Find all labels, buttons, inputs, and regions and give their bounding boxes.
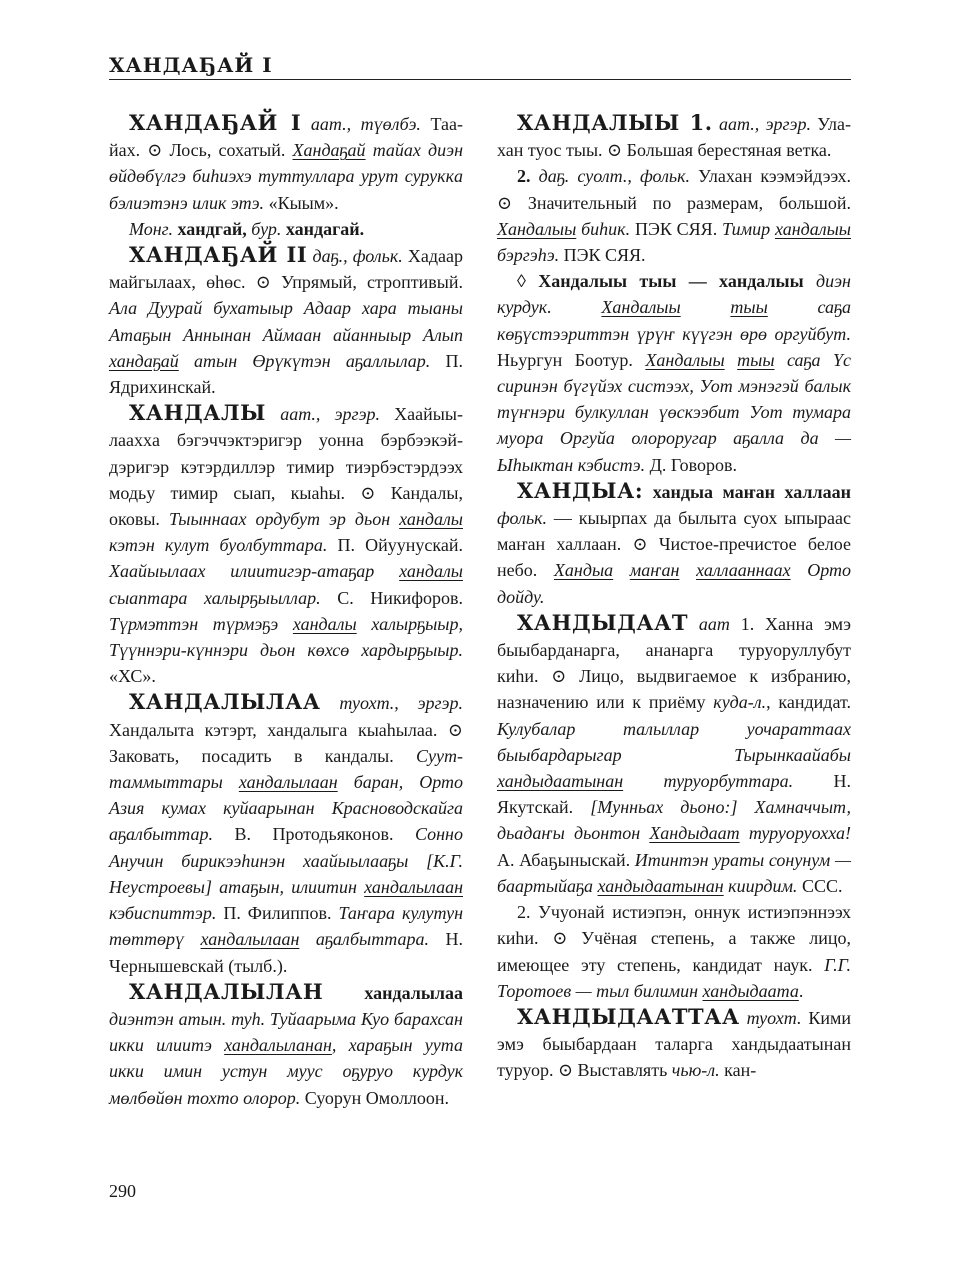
entry-text: хандыдаатынан — [497, 771, 624, 792]
entry-text: 2. Учуонай истиэпэн, оннук истиэпэннээх киһи. ⊙ Учёная степень, а также лицо, имеющее эту степень, кандидат наук. — [497, 902, 851, 975]
entry-text: аат., эргэр. — [712, 114, 811, 134]
entry-text — [613, 560, 630, 580]
entry-text: П. Филиппов. — [216, 903, 339, 924]
entry-text: туохт., эргэр. — [320, 693, 463, 714]
dictionary-sense — [497, 268, 851, 478]
entry-text: саҕа көҕүстээриттэн үрүҥ күүгэн өрө оргуйбут. — [497, 297, 852, 344]
dictionary-entry — [497, 110, 851, 163]
entry-text: аат., түөлбэ. — [301, 114, 421, 134]
entry-text: . — [798, 980, 804, 1001]
entry-text: Тыыннаах ордубут эр дьон — [168, 509, 400, 530]
entry-text: Ньургун Боотур. — [497, 349, 646, 370]
entry-text: Хандалыы — [645, 349, 725, 370]
entry-text: Улахан кээмэйдээх. ⊙ Значительный по размерам, большой. — [497, 166, 851, 213]
entry-text: Сууттаммыттары — [109, 745, 463, 793]
left-column — [109, 110, 463, 1111]
headword: ХАНДЫА: — [517, 477, 644, 503]
entry-text: хандыа маҥан халлаан — [643, 481, 851, 502]
entry-text: аат — [688, 613, 730, 634]
entry-text: Хадаар майгылаах, өһөс. ⊙ Упрямый, строптивый. — [109, 246, 463, 293]
headword: ХАНДАЛЫ — [129, 400, 267, 426]
entry-text: ССС. — [797, 875, 843, 896]
entry-text: хандалылаа — [323, 982, 463, 1003]
entry-text: Хаайыылаах илиитигэр-атаҕар — [109, 561, 400, 582]
entry-text: хандалы — [292, 613, 357, 634]
entry-text: тыы — [730, 297, 768, 318]
entry-text: ПЭК СЯЯ. — [630, 218, 723, 239]
entry-text: Суорун Омоллоон. — [300, 1087, 450, 1108]
entry-text — [725, 350, 737, 370]
entry-text: биһик. — [576, 218, 631, 239]
entry-text: саҕа Үс сиринэн бүгүйэх систээх, Уот мэнэгэй балык түҥнэри булкуллан үөскээбит Уот тумара муора Оргуйа олороругар аҕалла да — Ыһыктан кэбистэ. — [497, 349, 852, 475]
entry-text: , хараҕын уута икки имин устун муус оҕуруо курдук мөлбөйөн тохто олорор. — [109, 1035, 463, 1108]
entry-text: , кандидат. — [766, 692, 851, 713]
entry-text: халырҕыыр, Түүннэри-күннэри дьон көхсө хардырҕыыр. — [109, 613, 463, 661]
entry-text: 1. Ханна эмэ быыбарданарга, ананарга туруоруллубут киһи. ⊙ Лицо, выдвигаемое к избранию, назначению или к приёму — [497, 613, 851, 713]
entry-text — [679, 560, 696, 580]
entry-text: баран, Орто Азия кумах куйаарынан Красноводскайга аҕалбыттар. — [109, 772, 463, 845]
running-head: ХАНДАҔАЙ I — [109, 53, 273, 77]
entry-text: чью-л. — [671, 1060, 720, 1081]
entry-text: даҕ., фольк. — [307, 246, 403, 267]
entry-text: диэн курдук. — [497, 271, 851, 318]
entry-text: халлааннаах — [696, 560, 791, 581]
dictionary-entry — [497, 610, 851, 899]
entry-text: хандалыланан — [224, 1035, 332, 1056]
entry-text: Кулубалар талыллар уочараттаах быыбардарыгар Тырынкаайабы — [497, 718, 851, 765]
entry-text: хандалылаан — [200, 929, 300, 950]
entry-text: кан- — [719, 1060, 757, 1081]
entry-text: Хандыдаат — [649, 823, 740, 844]
entry-text: туруоруохха! — [739, 823, 851, 844]
entry-text: туохт. — [739, 1007, 802, 1028]
dictionary-entry — [109, 400, 463, 689]
dictionary-sense — [497, 163, 851, 268]
entry-text: куда-л. — [713, 692, 767, 713]
entry-text: Сонно Анучин бирикээһинэн хаайыылааҕы [К.Г. Неустроевы] атаҕын, илиитин — [109, 824, 463, 897]
dictionary-sense — [497, 899, 851, 1004]
dictionary-entry — [497, 1004, 851, 1084]
dictionary-note — [109, 216, 463, 242]
headword: ХАНДАҔАЙ I — [129, 110, 302, 135]
entry-text: ◊ Хандалыы тыы — хандалыы — [517, 271, 804, 292]
headword: ХАНДАЛЫЫ 1. — [517, 110, 713, 135]
entry-text: хандгай, — [172, 218, 247, 239]
entry-text: хандалыы — [774, 218, 851, 239]
entry-text: хандагай. — [281, 218, 365, 239]
entry-text: маҥан — [629, 560, 680, 581]
entry-text: даҕ. суолт., фольк. — [530, 166, 691, 187]
entry-text: «ХС». — [109, 666, 156, 687]
entry-text: тыы — [737, 349, 775, 370]
entry-text: А. Абаҕыныскай. — [497, 849, 635, 870]
entry-text: 2. — [517, 166, 531, 187]
headword: ХАНДАҔАЙ II — [129, 242, 308, 268]
entry-text: Хаайыылааххa бэгэччэктэригэр уонна бэрбээкэйдэригэр кэтэрдиллэр тимир тиэрбэстэрдээх модьу тимир сыап, кыаһы. ⊙ Кандалы, оковы. — [109, 404, 463, 530]
entry-text: кэбиспиттэр. — [109, 903, 217, 924]
headword: ХАНДЫДААТ — [517, 609, 689, 635]
entry-text: диэнтэн атын. туһ. Туйаарыма Куо барахсан икки илиитэ — [109, 1008, 463, 1056]
entry-text: П. Ойуунускай. — [327, 535, 463, 556]
headword: ХАНДАЛЫЛАА — [129, 689, 321, 715]
entry-text: Орто дойду. — [497, 560, 851, 607]
entry-text: ПЭК СЯЯ. — [559, 245, 646, 266]
entry-text: Таайах. ⊙ Лось, сохатый. — [109, 114, 463, 161]
entry-text: атын Өрүкүтэн аҕаллылар. — [178, 350, 431, 371]
entry-text: хандалылаан — [238, 772, 338, 793]
entry-text: хандаҕай — [109, 350, 179, 371]
entry-text: хандыдаатынан — [597, 875, 724, 896]
entry-text: аат., эргэр. — [266, 404, 380, 425]
entry-text: хандалы — [399, 509, 463, 530]
entry-text: аҕалбыттара. — [299, 929, 429, 950]
entry-text: бэргэһэ. — [497, 245, 560, 266]
entry-text: Ала Дуурай бухатыыр Адаар хара тыаны Атаҕын Аннынан Аймаан айанныыр Алып — [109, 298, 463, 345]
entry-text: бур. — [246, 218, 282, 239]
entry-text: Хандаҕай — [292, 140, 366, 161]
dictionary-entry — [109, 242, 463, 400]
entry-text: киирдим. — [723, 875, 798, 896]
page-number: 290 — [109, 1181, 136, 1201]
entry-text: Итинтэн ураты сонунум — баартыйаҕа — [497, 849, 851, 896]
header-rule — [109, 79, 851, 80]
entry-text: фольк. — [497, 508, 548, 529]
entry-text: Улахан туос тыы. ⊙ Большая берестяная ветка. — [497, 114, 851, 161]
entry-text: Тимир — [722, 218, 775, 239]
right-column — [497, 110, 851, 1084]
entry-text: Хандалыы — [497, 218, 577, 239]
entry-text: Хандалыы — [601, 297, 681, 318]
entry-text — [681, 297, 731, 317]
entry-text: С. Никифоров. — [320, 587, 463, 608]
dictionary-entry — [109, 979, 463, 1111]
entry-text: Хандалыта кэтэрт, хандалыга кыаһылаа. ⊙ Заковать, посадить в кандалы. — [109, 719, 463, 766]
dictionary-entry — [109, 689, 463, 978]
entry-text: Н. Якутскай. — [497, 771, 851, 818]
entry-text: туруорбуттара. — [623, 771, 794, 792]
headword: ХАНДЫДААТТАА — [517, 1003, 740, 1029]
dictionary-entry — [109, 110, 463, 216]
entry-text: Таҥара кулутун төттөрү — [109, 903, 463, 950]
entry-text: хандыдаата — [702, 980, 799, 1001]
entry-text: Кими эмэ быыбардаан таларга хандыдаатынан туруор. ⊙ Выставлять — [497, 1007, 851, 1081]
headword: ХАНДАЛЫЛАН — [129, 978, 324, 1004]
entry-text: [Мунньах дьоно:] Хамначчыт, дьадаҥы дьонтон — [497, 797, 851, 844]
entry-text: В. Протодьяконов. — [213, 824, 415, 845]
entry-text: тайах диэн өйдөбүлгэ биһиэхэ туттуллара урут суруккa бэлиэтэнэ илик этэ. — [109, 140, 463, 213]
dictionary-entry — [497, 478, 851, 610]
entry-text: хандалылаан — [364, 876, 463, 897]
entry-text: Н. Чернышевскай (тылб.). — [109, 929, 463, 976]
entry-text: Түрмэттэн түрмэҕэ — [109, 613, 293, 634]
entry-text: Монг. — [129, 218, 173, 239]
entry-text: — кыырпах да былыта суох ыпыраас маҥан халлаан. ⊙ Чистое-пречистое белое небо. — [497, 508, 851, 581]
entry-text: «Кыым». — [264, 192, 339, 213]
entry-text: сыаптара халырҕыыллар. — [109, 587, 321, 608]
entry-text: хандалы — [399, 561, 463, 582]
entry-text: Д. Говоров. — [645, 454, 738, 475]
entry-text: кэтэн кулут буолбуттара. — [109, 535, 328, 556]
entry-text: Г.Г. Торотоев — тыл билимин — [497, 954, 851, 1001]
entry-text: П. Ядрихинскай. — [109, 350, 464, 398]
entry-text: Хандыа — [553, 560, 614, 581]
